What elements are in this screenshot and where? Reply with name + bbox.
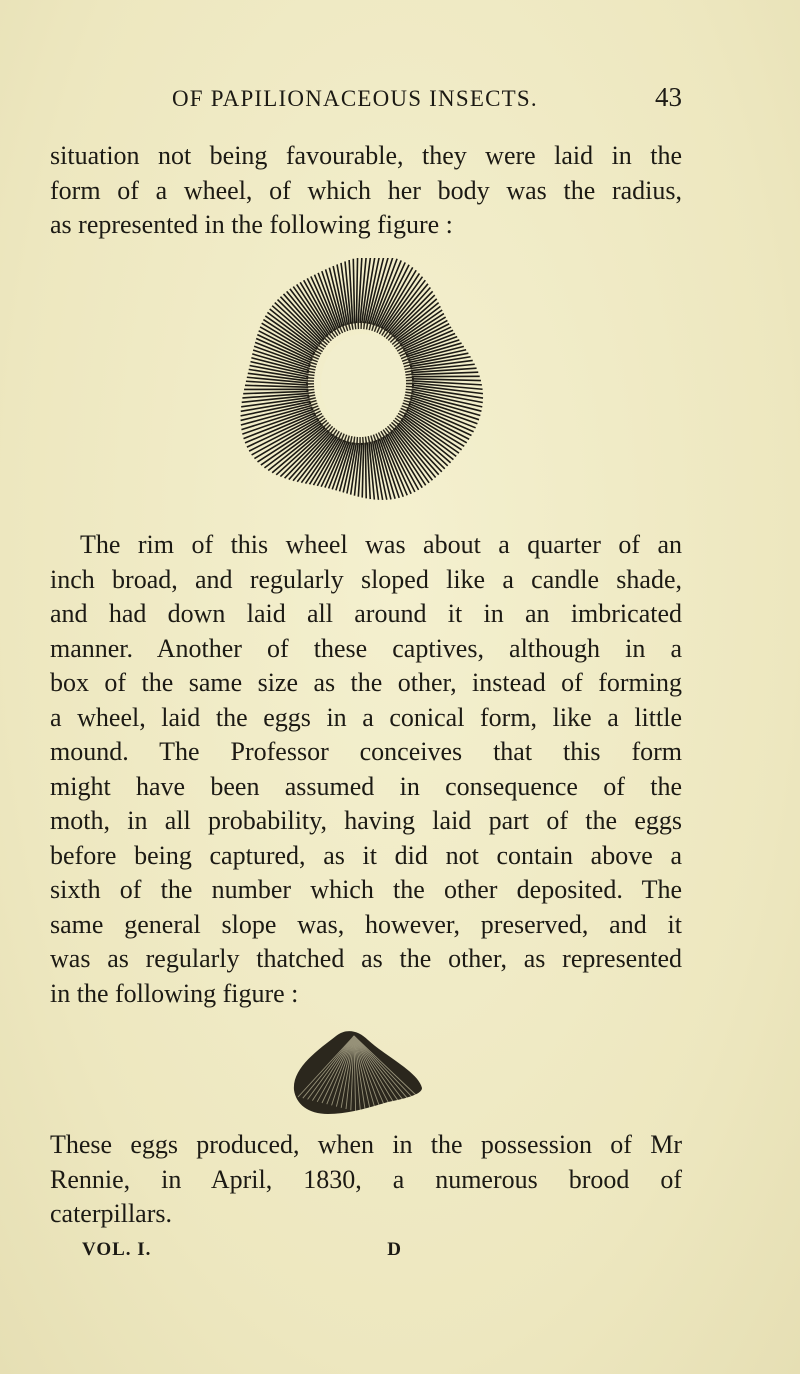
text-line: situation not being favourable, they were laid in the: [50, 141, 682, 170]
signature-footer: [82, 1239, 402, 1261]
text-line: in the following figure :: [50, 978, 299, 1008]
text-line: sixth of the number which the other deposited. The: [50, 875, 682, 904]
text-line: inch broad, and regularly sloped like a candle shade,: [50, 564, 682, 594]
text-line: as represented in the following figure :: [50, 210, 453, 239]
text-line: mound. The Professor conceives that this form: [50, 737, 682, 766]
signature-mark: D: [387, 1239, 402, 1260]
text-line: The rim of this wheel was about a quarter of an: [80, 530, 682, 559]
paragraph-3: [50, 1128, 682, 1232]
text-line: form of a wheel, of which her body was the radius,: [50, 175, 682, 205]
egg-wheel-figure: [235, 258, 485, 508]
text-line: manner. Another of these captives, although in a: [50, 633, 682, 663]
text-line: might have been assumed in consequence of the: [50, 771, 682, 801]
text-line: same general slope was, however, preserved, and it: [50, 909, 682, 939]
paragraph-1: [50, 139, 682, 243]
egg-mound-icon: [288, 1028, 426, 1118]
text-line: box of the same size as the other, instead of forming: [50, 668, 682, 697]
text-line: moth, in all probability, having laid part of the eggs: [50, 806, 682, 835]
text-line: Rennie, in April, 1830, a numerous brood of: [50, 1164, 682, 1194]
volume-label: VOL. I.: [82, 1239, 152, 1260]
running-head: [172, 82, 682, 113]
egg-mound-figure: [288, 1028, 426, 1118]
paragraph-2: [50, 528, 682, 1011]
text-line: before being captured, as it did not contain above a: [50, 840, 682, 870]
text-line: a wheel, laid the eggs in a conical form, like a little: [50, 702, 682, 732]
text-line: caterpillars.: [50, 1199, 172, 1228]
egg-wheel-icon: [235, 258, 485, 508]
page-number: 43: [655, 82, 682, 112]
text-line: and had down laid all around it in an imbricated: [50, 599, 682, 628]
running-title: OF PAPILIONACEOUS INSECTS.: [172, 86, 538, 111]
text-line: was as regularly thatched as the other, as represented: [50, 944, 682, 973]
text-line: These eggs produced, when in the possession of Mr: [50, 1130, 682, 1159]
